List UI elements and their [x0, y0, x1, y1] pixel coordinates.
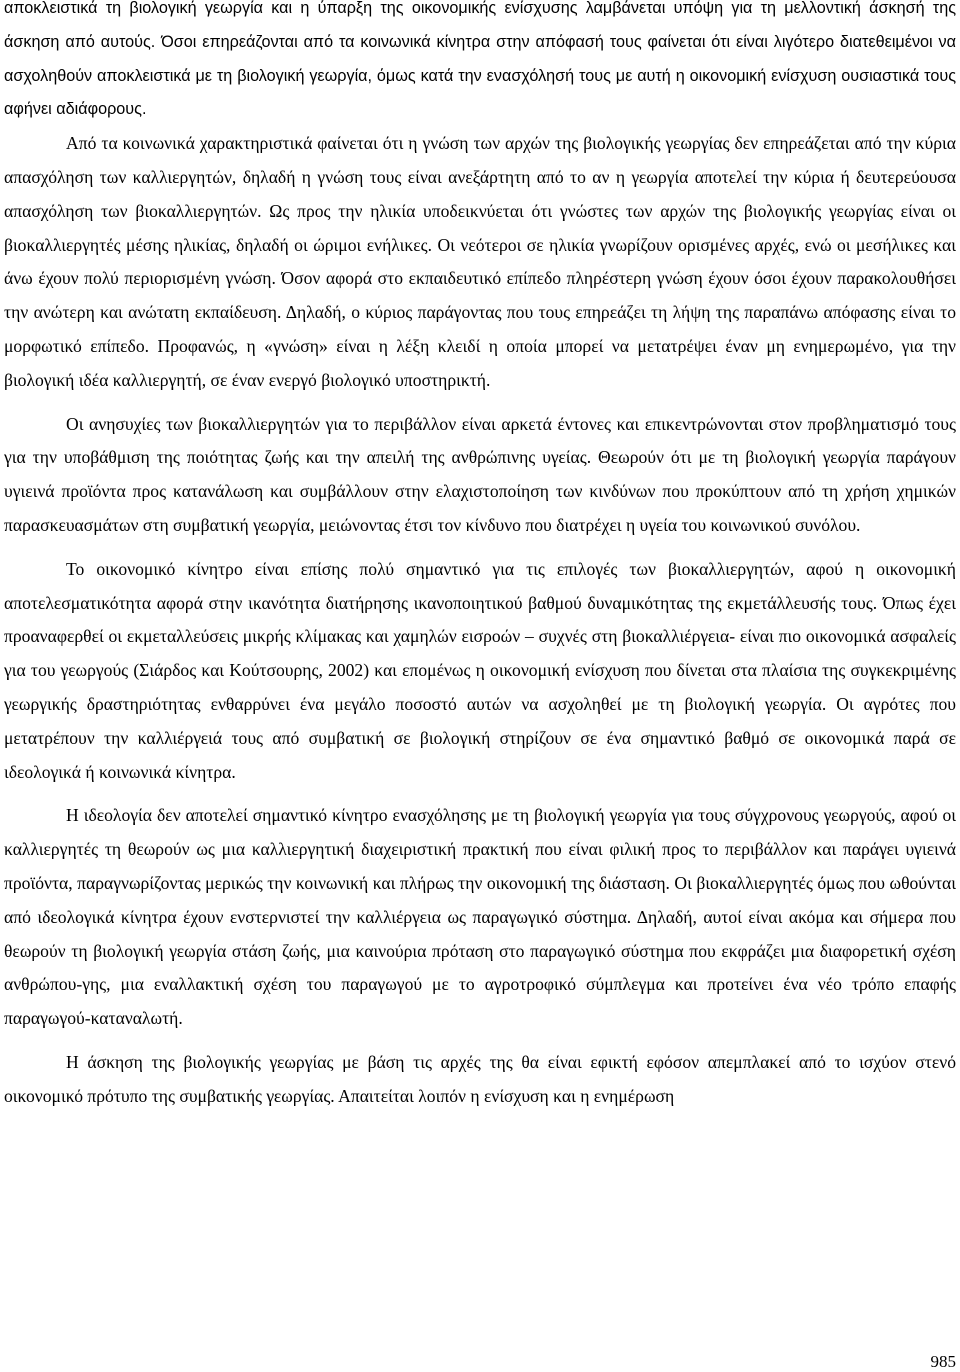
- paragraph-5: [4, 799, 956, 1036]
- paragraph-6-text: Η άσκηση της βιολογικής γεωργίας με βάση τις αρχές της θα είναι εφικτή εφόσον απεμπλακεί από το ισχύον στενό οικονομικό πρότυπο της συμβατικής γεωργίας. Απαιτείται λοιπόν η ενίσχυση και η ενημέρωση: [4, 1051, 956, 1106]
- paragraph-3-text: Οι ανησυχίες των βιοκαλλιεργητών για το περιβάλλον είναι αρκετά έντονες και επικεντρώνονται στον προβληματισμό τους για την υποβάθμιση της ποιότητας ζωής και την απειλή της ανθρώπινης υγείας. Θεωρούν ότι με τη βιολογική γεωργία παράγουν υγιεινά προϊόντα προς κατανάλωση και συμβάλλουν στην ελαχιστοποίηση των κινδύνων που προκύπτουν από τη χρήση χημικών παρασκευασμάτων στη συμβατική γεωργία, μειώνοντας έτσι τον κίνδυνο που διατρέχει η υγεία του κοινωνικού συνόλου.: [4, 413, 956, 535]
- paragraph-5-text: Η ιδεολογία δεν αποτελεί σημαντικό κίνητρο ενασχόλησης με τη βιολογική γεωργία για τους σύγχρονους γεωργούς, αφού οι καλλιεργητές τη θεωρούν ως μια καλλιεργητική διαχειριστική πρακτική που είναι φιλική προς το περιβάλλον και παράγει υγιεινά προϊόντα, παραγνωρίζοντας μερικώς την κοινωνική και πλήρως την οικονομική της διάσταση. Οι βιοκαλλιεργητές όμως που ωθούνται από ιδεολογικά κίνητρα έχουν ενστερνιστεί την καλλιέργεια ως παραγωγικό σύστημα. Δηλαδή, αυτοί είναι ακόμα και σήμερα που θεωρούν τη βιολογική γεωργία στάση ζωής, μια καινούρια πρόταση στο παραγωγικό σύστημα που εκφράζει μια διαφορετική σχέση ανθρώπου-γης, μια εναλλακτική σχέση του παραγωγού με το αγροτροφικό σύμπλεγμα και προτείνει ένα νέο τρόπο επαφής παραγωγού-καταναλωτή.: [4, 805, 956, 1029]
- document-page: [4, 0, 956, 1114]
- page-number: 985: [930, 1352, 956, 1371]
- paragraph-6: [4, 1046, 956, 1114]
- paragraph-3: [4, 408, 956, 543]
- paragraph-4: [4, 553, 956, 790]
- paragraph-1: [4, 0, 956, 127]
- paragraph-2: [4, 127, 956, 397]
- paragraph-2-text: Από τα κοινωνικά χαρακτηριστικά φαίνεται ότι η γνώση των αρχών της βιολογικής γεωργίας δεν επηρεάζεται από την κύρια απασχόληση των καλλιεργητών, δηλαδή η γνώση τους είναι ανεξάρτητη από το αν η γεωργία αποτελεί την κύρια ή δευτερεύουσα απασχόληση των βιοκαλλιεργητών. Ως προς την ηλικία υποδεικνύεται ότι γνώστες των αρχών της βιολογικής γεωργίας είναι οι βιοκαλλιεργητές μέσης ηλικίας, δηλαδή οι ώριμοι ενήλικες. Οι νεότεροι σε ηλικία γνωρίζουν ορισμένες αρχές, ενώ οι μεσήλικες και άνω έχουν πολύ περιορισμένη γνώση. Όσον αφορά στο εκπαιδευτικό επίπεδο πληρέστερη γνώση έχουν όσοι έχουν παρακολουθήσει την ανώτερη και ανώτατη εκπαίδευση. Δηλαδή, ο κύριος παράγοντας που τους επηρεάζει τη λήψη της παραπάνω απόφασης είναι το μορφωτικό επίπεδο. Προφανώς, η «γνώση» είναι η λέξη κλειδί η οποία μπορεί να μετατρέψει έναν μη ενημερωμένο, για την βιολογική ιδέα καλλιεργητή, σε έναν ενεργό βιολογικό υποστηρικτή.: [4, 133, 956, 390]
- paragraph-1-text: αποκλειστικά τη βιολογική γεωργία και η ύπαρξη της οικονομικής ενίσχυσης λαμβάνεται υπόψη για τη μελλοντική άσκησή της άσκηση από αυτούς. Όσοι επηρεάζονται από τα κοινωνικά κίνητρα στην απόφασή τους φαίνεται ότι είναι λιγότερο διατεθειμένοι να ασχοληθούν αποκλειστικά με τη βιολογική γεωργία, όμως κατά την ενασχόλησή τους με αυτή η οικονομική ενίσχυση ουσιαστικά τους αφήνει αδιάφορους.: [4, 0, 956, 119]
- paragraph-4-text: Το οικονομικό κίνητρο είναι επίσης πολύ σημαντικό για τις επιλογές των βιοκαλλιεργητών, αφού η οικονομική αποτελεσματικότητα αφορά στην ικανότητα διατήρησης ικανοποιητικού βαθμού δυναμικότητας της εκμετάλλευσής τους. Όπως έχει προαναφερθεί οι εκμεταλλεύσεις μικρής κλίμακας και χαμηλών εισροών – συχνές στη βιοκαλλιέργεια- είναι πιο οικονομικά ασφαλείς για του γεωργούς (Σιάρδος και Κούτσουρης, 2002) και επομένως η οικονομική ενίσχυση που δίνεται στα πλαίσια της συγκεκριμένης γεωργικής δραστηριότητας ενθαρρύνει ένα μεγάλο ποσοστό αυτών να ασχοληθεί με τη βιολογική γεωργία. Οι αγρότες που μετατρέπουν την καλλιέργειά τους από συμβατική σε βιολογική στηρίζουν σε ένα σημαντικό βαθμό σε οικονομικά παρά σε ιδεολογικά ή κοινωνικά κίνητρα.: [4, 558, 956, 782]
